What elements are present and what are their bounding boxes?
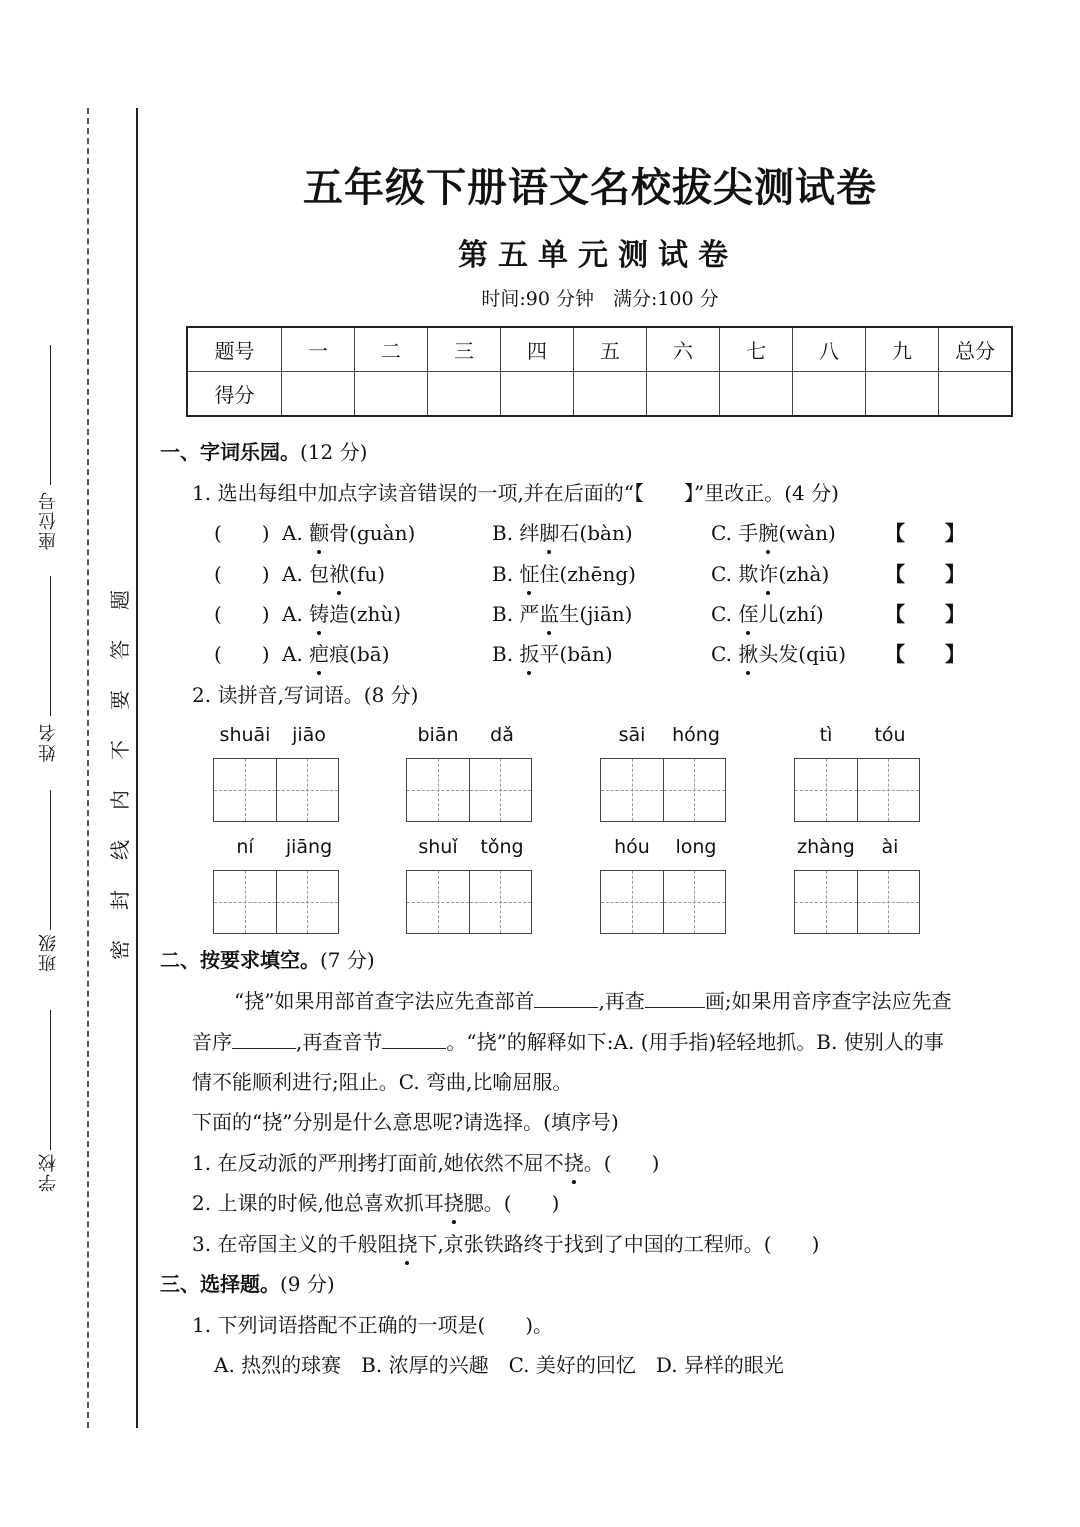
score-header-cell: 三 <box>428 327 501 372</box>
correction-bracket-right: 】 <box>945 521 965 545</box>
writing-cell[interactable] <box>470 759 532 821</box>
section2-paragraph-line: “挠”如果用部首查字法应先查部首 ,再查 画;如果用音序查字法应先查 <box>234 989 952 1013</box>
option-a: A. 铸造(zhù) <box>282 598 401 627</box>
section2-item: 3. 在帝国主义的千般阻挠下,京张铁路终于找到了中国的工程师。( ) <box>192 1228 819 1257</box>
score-cell[interactable] <box>720 372 793 417</box>
writing-cell[interactable] <box>601 759 664 821</box>
correction-bracket-left: 【 <box>885 602 905 626</box>
seal-char: 不 <box>108 740 132 760</box>
pinyin-text: jiāng <box>285 836 333 858</box>
score-table <box>186 326 1013 417</box>
fill-blank[interactable] <box>534 989 598 1008</box>
fill-blank[interactable] <box>645 989 705 1008</box>
pinyin-text: shuǐ <box>418 836 458 858</box>
option-c: C. 揪头发(qiū) <box>711 638 846 667</box>
seat-number-label: 座位号 <box>38 490 59 550</box>
page-title: 五年级下册语文名校拔尖测试卷 <box>303 164 877 211</box>
score-cell[interactable] <box>355 372 428 417</box>
writing-cell[interactable] <box>601 871 664 933</box>
section3-points: (9 分) <box>280 1272 335 1296</box>
answer-paren[interactable]: ( ) <box>214 562 270 586</box>
tianzige-boxes <box>600 758 726 822</box>
score-header-cell: 四 <box>501 327 574 372</box>
fill-blank[interactable] <box>232 1030 296 1049</box>
writing-cell[interactable] <box>858 871 920 933</box>
option-b: B. 严监生(jiān) <box>492 598 632 627</box>
dotted-char: 挠 <box>444 1187 464 1216</box>
fill-blank[interactable] <box>382 1030 446 1049</box>
score-cell[interactable] <box>428 372 501 417</box>
score-header-cell: 八 <box>793 327 866 372</box>
option-a: A. 疤痕(bā) <box>282 638 390 667</box>
pinyin-text: ní <box>236 836 254 858</box>
option-a: A. 包袱(fu) <box>282 558 385 587</box>
score-header-cell: 总分 <box>939 327 1013 372</box>
section2-points: (7 分) <box>320 948 375 972</box>
score-header-row <box>187 327 1012 372</box>
pinyin-text: tóu <box>874 724 906 746</box>
correction-bracket-left: 【 <box>885 562 905 586</box>
option-b: B. 怔住(zhēng) <box>492 558 636 587</box>
score-header-cell: 九 <box>866 327 939 372</box>
writing-cell[interactable] <box>858 759 920 821</box>
score-row-label: 得分 <box>187 372 282 417</box>
option-b: B. 扳平(bān) <box>492 638 613 667</box>
correction-input[interactable] <box>910 638 946 664</box>
seal-char: 线 <box>108 840 132 860</box>
dotted-char: 怔 <box>519 558 539 587</box>
class-label: 班级 <box>38 932 59 972</box>
writing-cell[interactable] <box>277 871 339 933</box>
writing-cell[interactable] <box>664 759 726 821</box>
dotted-char: 袱 <box>329 558 349 587</box>
pinyin-text: jiāo <box>292 724 326 746</box>
section3-title: 三、选择题。 <box>160 1272 280 1296</box>
dotted-char: 铸 <box>309 598 329 627</box>
score-cell[interactable] <box>647 372 720 417</box>
section3-options: A. 热烈的球赛 B. 浓厚的兴趣 C. 美好的回忆 D. 异样的眼光 <box>214 1353 784 1377</box>
option-a: A. 颧骨(guàn) <box>282 517 415 546</box>
score-cell[interactable] <box>793 372 866 417</box>
score-cell[interactable] <box>574 372 647 417</box>
seal-char: 题 <box>108 590 132 610</box>
pinyin-text: tǒng <box>480 836 524 858</box>
q1-instruction: 1. 选出每组中加点字读音错误的一项,并在后面的“【 】”里改正。(4 分) <box>192 481 839 505</box>
seal-char: 答 <box>108 640 132 660</box>
writing-cell[interactable] <box>664 871 726 933</box>
school-label: 学校 <box>38 1152 59 1192</box>
correction-bracket-right: 】 <box>945 602 965 626</box>
seal-warning-column <box>104 575 136 975</box>
section2-heading <box>160 944 375 973</box>
pinyin-text: zhàng <box>797 836 855 858</box>
option-b: B. 绊脚石(bàn) <box>492 517 633 546</box>
section2-paragraph-line: 情不能顺利进行;阻止。C. 弯曲,比喻屈服。 <box>192 1070 573 1094</box>
section1-heading <box>160 436 367 465</box>
name-label: 姓名 <box>38 722 59 762</box>
tianzige-boxes <box>600 870 726 934</box>
writing-cell[interactable] <box>470 871 532 933</box>
score-header-cell: 一 <box>282 327 355 372</box>
pinyin-text: long <box>675 836 717 858</box>
seal-char: 密 <box>108 940 132 960</box>
section2-paragraph-line: 音序 ,再查音节 。“挠”的解释如下:A. (用手指)轻轻地抓。B. 使别人的事 <box>192 1030 944 1054</box>
answer-paren[interactable]: ( ) <box>214 602 270 626</box>
correction-bracket-left: 【 <box>885 521 905 545</box>
correction-bracket-right: 】 <box>945 642 965 666</box>
q2-instruction: 2. 读拼音,写词语。(8 分) <box>192 683 419 707</box>
tianzige-boxes <box>213 758 339 822</box>
pinyin-text: dǎ <box>490 724 514 746</box>
seal-char: 封 <box>108 890 132 910</box>
dotted-char: 侄 <box>738 598 758 627</box>
answer-paren[interactable]: ( ) <box>214 521 270 545</box>
pinyin-text: hóu <box>614 836 650 858</box>
writing-cell[interactable] <box>407 871 470 933</box>
dotted-char: 扳 <box>519 638 539 667</box>
option-c: C. 欺诈(zhà) <box>711 558 829 587</box>
tianzige-boxes <box>406 870 532 934</box>
tianzige-boxes <box>794 758 920 822</box>
dotted-char: 疤 <box>309 638 329 667</box>
score-cell[interactable] <box>866 372 939 417</box>
writing-cell[interactable] <box>407 759 470 821</box>
score-header-cell: 题号 <box>187 327 282 372</box>
section2-prompt: 下面的“挠”分别是什么意思呢?请选择。(填序号) <box>192 1110 619 1134</box>
page-subtitle: 第五单元测试卷 <box>458 238 738 273</box>
option-c: C. 侄儿(zhí) <box>711 598 824 627</box>
section2-item: 1. 在反动派的严刑拷打面前,她依然不屈不挠。( ) <box>192 1147 659 1176</box>
correction-input[interactable] <box>910 558 946 584</box>
name-underline <box>50 576 51 716</box>
score-cell[interactable] <box>939 372 1013 417</box>
score-header-cell: 七 <box>720 327 793 372</box>
pinyin-text: tì <box>819 724 833 746</box>
correction-input[interactable] <box>910 598 946 624</box>
pinyin-text: ài <box>881 836 899 858</box>
writing-cell[interactable] <box>277 759 339 821</box>
seat-underline <box>50 345 51 485</box>
score-cell[interactable] <box>501 372 574 417</box>
correction-bracket-right: 】 <box>945 562 965 586</box>
school-underline <box>50 1010 51 1150</box>
dotted-char: 揪 <box>738 638 758 667</box>
dotted-char: 监 <box>539 598 559 627</box>
score-cell[interactable] <box>282 372 355 417</box>
section2-item: 2. 上课的时候,他总喜欢抓耳挠腮。( ) <box>192 1187 559 1216</box>
time-info: 时间:90 分钟 满分:100 分 <box>481 288 719 310</box>
section3-question: 1. 下列词语搭配不正确的一项是( )。 <box>192 1313 554 1337</box>
writing-cell[interactable] <box>214 759 277 821</box>
option-c: C. 手腕(wàn) <box>711 517 836 546</box>
pinyin-text: shuāi <box>219 724 271 746</box>
dotted-char: 脚 <box>539 517 559 546</box>
seal-char: 内 <box>108 790 132 810</box>
seal-char: 要 <box>108 690 132 710</box>
class-underline <box>50 790 51 930</box>
correction-input[interactable] <box>910 517 946 543</box>
tianzige-boxes <box>406 758 532 822</box>
section3-heading <box>160 1268 335 1297</box>
correction-bracket-left: 【 <box>885 642 905 666</box>
score-header-cell: 五 <box>574 327 647 372</box>
dotted-char: 腕 <box>758 517 778 546</box>
writing-cell[interactable] <box>214 871 277 933</box>
pinyin-text: biān <box>417 724 459 746</box>
tianzige-boxes <box>213 870 339 934</box>
dotted-char: 挠 <box>397 1228 417 1257</box>
writing-cell[interactable] <box>795 871 858 933</box>
answer-paren[interactable]: ( ) <box>214 642 270 666</box>
score-header-cell: 六 <box>647 327 720 372</box>
dotted-char: 挠 <box>564 1147 584 1176</box>
section2-title: 二、按要求填空。 <box>160 948 320 972</box>
dotted-char: 诈 <box>758 558 778 587</box>
score-value-row <box>187 372 1012 417</box>
writing-cell[interactable] <box>795 759 858 821</box>
pinyin-text: hóng <box>672 724 720 746</box>
pinyin-text: sāi <box>618 724 646 746</box>
dotted-char: 颧 <box>309 517 329 546</box>
section1-points: (12 分) <box>300 440 368 464</box>
score-header-cell: 二 <box>355 327 428 372</box>
section1-title: 一、字词乐园。 <box>160 440 300 464</box>
tianzige-boxes <box>794 870 920 934</box>
